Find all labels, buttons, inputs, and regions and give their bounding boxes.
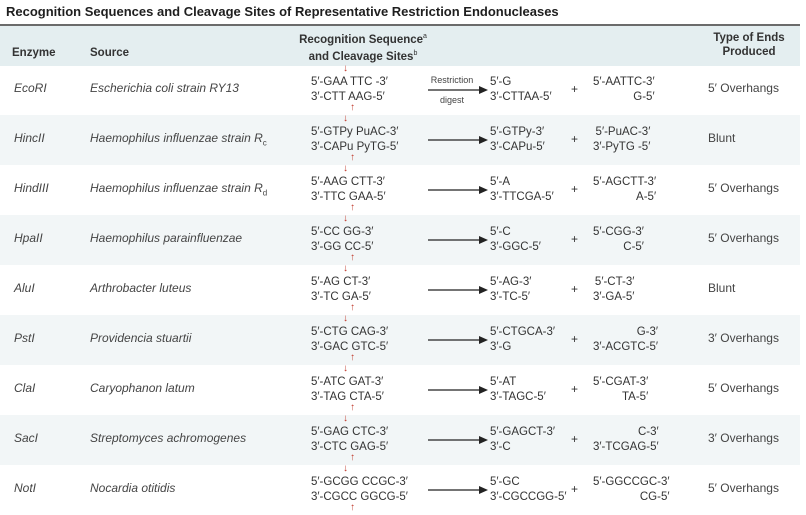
cleavage-arrow-up-icon: ↑ xyxy=(350,202,355,213)
cleavage-arrow-down-icon: ↓ xyxy=(343,113,348,124)
product2-bottom-strand: A-5′ xyxy=(636,191,657,203)
header-recognition-line1: Recognition Sequence xyxy=(299,33,424,46)
product2-top-strand: 5′-CT-3′ xyxy=(594,276,635,288)
recognition-bottom-strand: 3′-TTC GAA-5′ xyxy=(311,191,386,203)
enzyme-name: HpaII xyxy=(14,231,43,245)
cleavage-arrow-down-icon: ↓ xyxy=(343,263,348,274)
product-fragment-1 xyxy=(490,425,555,455)
source-name xyxy=(90,131,267,147)
source-text: Nocardia otitidis xyxy=(90,481,176,495)
source-text: Haemophilus influenzae strain R xyxy=(90,131,263,145)
ends-type: 5′ Overhangs xyxy=(708,81,779,95)
ends-type: 3′ Overhangs xyxy=(708,431,779,445)
table-row xyxy=(0,365,800,415)
product2-top-strand: C-3′ xyxy=(637,426,659,438)
product2-bottom-strand: 3′-GA-5′ xyxy=(593,291,635,303)
ends-type: 3′ Overhangs xyxy=(708,331,779,345)
product-fragment-1 xyxy=(490,175,554,205)
header-recognition-line2: and Cleavage Sites xyxy=(308,50,414,63)
product1-bottom-strand: 3′-TAGC-5′ xyxy=(490,391,546,403)
ends-type: 5′ Overhangs xyxy=(708,181,779,195)
cleavage-arrow-down-icon: ↓ xyxy=(343,163,348,174)
source-name xyxy=(90,231,242,247)
source-text: Escherichia coli strain RY13 xyxy=(90,81,239,95)
product1-top-strand: 5′-GC xyxy=(490,476,520,488)
product2-bottom-strand: CG-5′ xyxy=(639,491,670,503)
header-ends xyxy=(700,31,798,59)
recognition-top-strand: 5′-CC GG-3′ xyxy=(311,226,374,238)
cleavage-arrow-up-icon: ↑ xyxy=(350,402,355,413)
source-name xyxy=(90,181,267,197)
cleavage-arrow-up-icon: ↑ xyxy=(350,352,355,363)
recognition-top-strand: 5′-AAG CTT-3′ xyxy=(311,176,385,188)
product-fragment-1 xyxy=(490,75,552,105)
recognition-sequence xyxy=(311,225,373,255)
reaction-arrow-icon xyxy=(426,123,488,157)
recognition-top-strand: 5′-GTPy PuAC-3′ xyxy=(311,126,399,138)
cleavage-arrow-down-icon: ↓ xyxy=(343,63,348,74)
product-fragment-2 xyxy=(593,225,644,255)
reaction-arrow-icon xyxy=(426,423,488,457)
plus-sign: + xyxy=(571,182,579,196)
product1-bottom-strand: 3′-C xyxy=(490,441,511,453)
product-fragment-2 xyxy=(593,375,648,405)
ends-type: Blunt xyxy=(708,131,736,145)
product-fragment-2 xyxy=(593,425,659,455)
plus-sign: + xyxy=(571,82,579,96)
cleavage-arrow-down-icon: ↓ xyxy=(343,363,348,374)
plus-sign: + xyxy=(571,332,579,346)
product2-top-strand: 5′-CGAT-3′ xyxy=(593,376,649,388)
table-row xyxy=(0,315,800,365)
product1-bottom-strand: 3′-GGC-5′ xyxy=(490,241,541,253)
cleavage-arrow-up-icon: ↑ xyxy=(350,152,355,163)
table-row xyxy=(0,115,800,165)
restriction-digest-label xyxy=(426,74,478,106)
strain-subscript: c xyxy=(262,138,267,148)
plus-sign: + xyxy=(571,232,579,246)
source-name xyxy=(90,331,191,347)
product2-bottom-strand: 3′-ACGTC-5′ xyxy=(593,341,659,353)
enzyme-name: SacI xyxy=(14,431,39,445)
plus-sign: + xyxy=(571,382,579,396)
cleavage-arrow-up-icon: ↑ xyxy=(350,302,355,313)
reaction-arrow-icon xyxy=(426,373,488,407)
product2-top-strand: 5′-PuAC-3′ xyxy=(595,126,651,138)
product1-top-strand: 5′-AG-3′ xyxy=(490,276,532,288)
recognition-bottom-strand: 3′-TAG CTA-5′ xyxy=(311,391,384,403)
reaction-arrow-icon xyxy=(426,323,488,357)
plus-sign: + xyxy=(571,282,579,296)
plus-sign: + xyxy=(571,482,579,496)
product-fragment-1 xyxy=(490,125,545,155)
recognition-bottom-strand: 3′-GAC GTC-5′ xyxy=(311,341,389,353)
ends-type: Blunt xyxy=(708,281,736,295)
header-enzyme: Enzyme xyxy=(12,47,56,59)
table-row xyxy=(0,65,800,115)
plus-sign: + xyxy=(571,432,579,446)
product1-top-strand: 5′-A xyxy=(490,176,511,188)
product-fragment-2 xyxy=(593,325,658,355)
recognition-sequence xyxy=(311,75,388,105)
source-name xyxy=(90,481,175,497)
product-fragment-1 xyxy=(490,275,531,305)
product-fragment-1 xyxy=(490,325,555,355)
product1-top-strand: 5′-C xyxy=(490,226,511,238)
product1-bottom-strand: 3′-G xyxy=(490,341,512,353)
reaction-arrow-icon xyxy=(426,273,488,307)
product2-top-strand: 5′-AATTC-3′ xyxy=(593,76,655,88)
digest-label-line2: digest xyxy=(439,95,465,105)
table-row xyxy=(0,165,800,215)
product2-top-strand: 5′-CGG-3′ xyxy=(593,226,644,238)
source-text: Providencia stuartii xyxy=(90,331,192,345)
product2-bottom-strand: 3′-TCGAG-5′ xyxy=(593,441,659,453)
source-text: Caryophanon latum xyxy=(90,381,195,395)
footnote-b: b xyxy=(413,49,418,57)
ends-type: 5′ Overhangs xyxy=(708,381,779,395)
enzyme-name: HindIII xyxy=(14,181,49,195)
product1-top-strand: 5′-G xyxy=(490,76,512,88)
recognition-top-strand: 5′-ATC GAT-3′ xyxy=(311,376,384,388)
recognition-bottom-strand: 3′-TC GA-5′ xyxy=(311,291,371,303)
cleavage-arrow-up-icon: ↑ xyxy=(350,102,355,113)
enzyme-name: PstI xyxy=(14,331,35,345)
product1-top-strand: 5′-AT xyxy=(490,376,517,388)
plus-sign: + xyxy=(571,132,579,146)
cleavage-arrow-down-icon: ↓ xyxy=(343,313,348,324)
cleavage-arrow-down-icon: ↓ xyxy=(343,213,348,224)
cleavage-arrow-down-icon: ↓ xyxy=(343,413,348,424)
cleavage-arrow-up-icon: ↑ xyxy=(350,252,355,263)
product-fragment-1 xyxy=(490,225,541,255)
source-text: Streptomyces achromogenes xyxy=(90,431,247,445)
product2-top-strand: 5′-GGCCGC-3′ xyxy=(593,476,670,488)
product2-bottom-strand: TA-5′ xyxy=(622,391,649,403)
recognition-bottom-strand: 3′-CGCC GGCG-5′ xyxy=(311,491,408,503)
footnote-a: a xyxy=(423,33,427,40)
reaction-arrow-icon xyxy=(426,473,488,507)
table-row xyxy=(0,265,800,315)
source-name xyxy=(90,281,191,297)
source-text: Haemophilus influenzae strain R xyxy=(90,181,263,195)
cleavage-arrow-up-icon: ↑ xyxy=(350,452,355,463)
source-text: Haemophilus parainfluenzae xyxy=(90,231,243,245)
recognition-top-strand: 5′-GCGG CCGC-3′ xyxy=(311,476,408,488)
reaction-arrow-icon xyxy=(426,223,488,257)
product-fragment-1 xyxy=(490,375,546,405)
table-title: Recognition Sequences and Cleavage Sites of Representative Restriction Endonucleases xyxy=(6,4,559,19)
source-name xyxy=(90,431,246,447)
enzyme-name: AluI xyxy=(14,281,35,295)
header-ends-line1: Type of Ends xyxy=(713,32,785,44)
header-recognition xyxy=(296,30,430,64)
recognition-sequence xyxy=(311,375,384,405)
enzyme-name: HincII xyxy=(14,131,45,145)
recognition-top-strand: 5′-CTG CAG-3′ xyxy=(311,326,389,338)
cleavage-arrow-up-icon: ↑ xyxy=(350,502,355,513)
product1-bottom-strand: 3′-TC-5′ xyxy=(490,291,531,303)
digest-label-line1: Restriction xyxy=(430,75,474,85)
recognition-bottom-strand: 3′-CAPu PyTG-5′ xyxy=(311,141,399,153)
product1-top-strand: 5′-CTGCA-3′ xyxy=(490,326,556,338)
product1-top-strand: 5′-GAGCT-3′ xyxy=(490,426,556,438)
enzyme-name: EcoRI xyxy=(14,81,47,95)
recognition-sequence xyxy=(311,325,388,355)
product2-top-strand: 5′-AGCTT-3′ xyxy=(593,176,657,188)
product-fragment-2 xyxy=(593,475,670,505)
source-name xyxy=(90,381,195,397)
table-row xyxy=(0,415,800,465)
product1-bottom-strand: 3′-CAPu-5′ xyxy=(490,141,545,153)
source-name xyxy=(90,81,239,97)
product2-top-strand: G-3′ xyxy=(636,326,659,338)
source-text: Arthrobacter luteus xyxy=(90,281,192,295)
recognition-bottom-strand: 3′-CTT AAG-5′ xyxy=(311,91,385,103)
header-source: Source xyxy=(90,47,129,59)
enzyme-name: ClaI xyxy=(14,381,36,395)
recognition-sequence xyxy=(311,275,371,305)
strain-subscript: d xyxy=(262,188,268,198)
product1-top-strand: 5′-GTPy-3′ xyxy=(490,126,545,138)
product2-bottom-strand: 3′-PyTG -5′ xyxy=(593,141,651,153)
product-fragment-2 xyxy=(593,75,655,105)
product-fragment-2 xyxy=(593,125,650,155)
product-fragment-2 xyxy=(593,275,634,305)
recognition-top-strand: 5′-AG CT-3′ xyxy=(311,276,371,288)
reaction-arrow-icon xyxy=(426,173,488,207)
recognition-top-strand: 5′-GAG CTC-3′ xyxy=(311,426,389,438)
recognition-bottom-strand: 3′-GG CC-5′ xyxy=(311,241,374,253)
recognition-sequence xyxy=(311,475,408,505)
table-row xyxy=(0,465,800,515)
product1-bottom-strand: 3′-TTCGA-5′ xyxy=(490,191,554,203)
ends-type: 5′ Overhangs xyxy=(708,231,779,245)
product1-bottom-strand: 3′-CTTAA-5′ xyxy=(490,91,552,103)
recognition-bottom-strand: 3′-CTC GAG-5′ xyxy=(311,441,389,453)
ends-type: 5′ Overhangs xyxy=(708,481,779,495)
product2-bottom-strand: G-5′ xyxy=(633,91,655,103)
recognition-sequence xyxy=(311,425,388,455)
table-row xyxy=(0,215,800,265)
recognition-sequence xyxy=(311,125,398,155)
product1-bottom-strand: 3′-CGCCGG-5′ xyxy=(490,491,567,503)
recognition-top-strand: 5′-GAA TTC -3′ xyxy=(311,76,388,88)
product2-bottom-strand: C-5′ xyxy=(623,241,644,253)
header-ends-line2: Produced xyxy=(722,46,776,58)
product-fragment-1 xyxy=(490,475,567,505)
enzyme-name: NotI xyxy=(14,481,37,495)
product-fragment-2 xyxy=(593,175,656,205)
cleavage-arrow-down-icon: ↓ xyxy=(343,463,348,474)
recognition-sequence xyxy=(311,175,386,205)
table-header xyxy=(0,24,800,66)
